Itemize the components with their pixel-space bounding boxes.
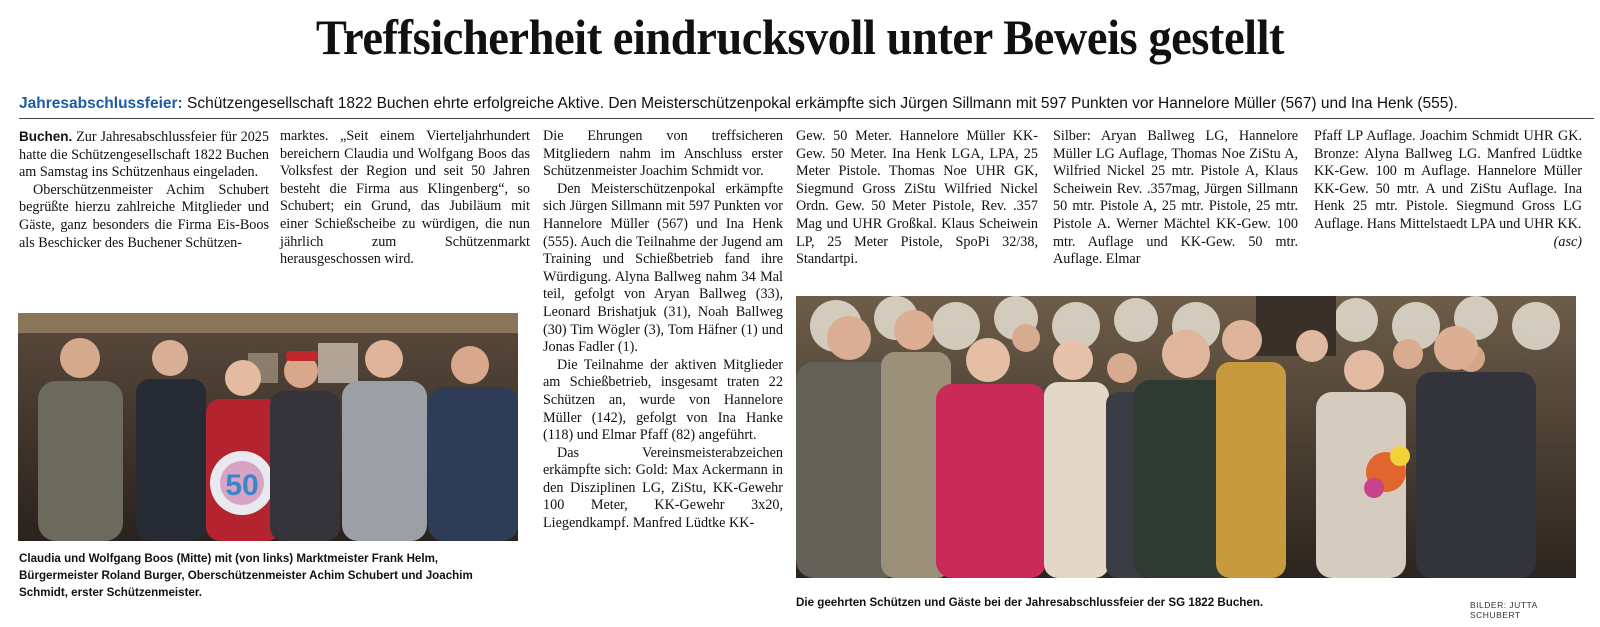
- body-paragraph: Gew. 50 Meter. Hannelore Müller KK-Gew. 50 Meter. Ina Henk LGA, LPA, 25 Meter Pistole. Thomas Noe UHR GK, Siegmund Gross ZiStu Wilfried Nickel Ordn. Gew. 50 Meter Pistole, Rev. .357 Mag und UHR Großkal. Klaus Scheiwein LP, 25 Meter Pistole, SpoPi 32/38, Standartpi.: [796, 128, 1038, 268]
- subheadline: [19, 93, 1594, 115]
- column-4: [796, 128, 1038, 269]
- body-paragraph: Oberschützenmeister Achim Schubert begrüßte hierzu zahlreiche Mitglieder und Gäste, ganz besonders die Firma Eis-Boos als Beschicker des Buchener Schützen-: [19, 181, 269, 251]
- author-signature: (asc): [1553, 233, 1582, 250]
- kicker: Jahresabschlussfeier:: [19, 95, 183, 112]
- body-paragraph: marktes. „Seit einem Vierteljahrhundert bereichern Claudia und Wolfgang Boos das Volksfest der Region und seit 50 Jahren besteht die Firma aus Klingenberg“, so Schubert; ein Grund, das Jubiläum mit einer Schießscheibe zu würdigen, die nun jährlich zum Schützenmarkt herausgeschossen wird.: [280, 128, 530, 268]
- photo-right: [796, 296, 1576, 578]
- body-paragraph: Den Meisterschützenpokal erkämpfte sich Jürgen Sillmann mit 597 Punkten vor Hannelore Müller (567) und Ina Henk (555). Auch die Teilnahme der Jugend am Training und Schießbetrieb fand ihre Würdigung. Alyna Ballweg nahm 34 Mal teil, gefolgt von Aryan Ballweg (33), Leonard Brishatjuk (31), Noah Ballweg (30) Tim Wögler (3), Tom Häfner (1) und Jonas Fadler (1).: [543, 180, 783, 356]
- photo-right-caption: Die geehrten Schützen und Gäste bei der Jahresabschlussfeier der SG 1822 Buchen.: [796, 596, 1264, 609]
- photo-left-caption: Claudia und Wolfgang Boos (Mitte) mit (von links) Marktmeister Frank Helm, Bürgermeister Roland Burger, Oberschützenmeister Achim Schubert und Joachim Schmidt, erster Schützenmeister.: [19, 552, 473, 599]
- target-number: 50: [225, 469, 259, 502]
- column-3: [543, 128, 783, 533]
- body-paragraph: Die Ehrungen von treffsicheren Mitgliedern nahm im Anschluss erster Schützenmeister Joachim Schmidt vor.: [543, 128, 783, 180]
- column-1: [19, 128, 269, 252]
- divider: [19, 118, 1594, 119]
- body-paragraph: Silber: Aryan Ballweg LG, Hannelore Müller LG Auflage, Thomas Noe ZiStu A, Wilfried Nickel 25 mtr. Pistole A, Klaus Scheiwein Rev. .357mag, Jürgen Sillmann 50 mtr. Pistole A, 25 mtr. Pistole, 25 mtr. Pistole A. Werner Mächtel KK-Gew. 100 mtr. Auflage und KK-Gew. 50 mtr. Auflage. Elmar: [1053, 128, 1298, 268]
- subheadline-text: Schützengesellschaft 1822 Buchen ehrte erfolgreiche Aktive. Den Meisterschützenpokal erkämpfte sich Jürgen Sillmann mit 597 Punkten vor Hannelore Müller (567) und Ina Henk (555).: [182, 95, 1458, 112]
- location-dateline: Buchen.: [19, 129, 73, 144]
- photo-credit: BILDER: JUTTA SCHUBERT: [1470, 600, 1538, 620]
- photo-right-image: [796, 296, 1576, 578]
- photo-left: [18, 313, 518, 541]
- column-5: [1053, 128, 1298, 269]
- column-6: [1314, 128, 1582, 251]
- photo-left-image: [18, 313, 518, 541]
- body-paragraph: Zur Jahresabschlussfeier für 2025 hatte die Schützengesellschaft 1822 Buchen am Samstag ins Schützenhaus eingeladen.: [19, 129, 269, 181]
- body-paragraph: Pfaff LP Auflage. Joachim Schmidt UHR GK. Bronze: Alyna Ballweg LG. Manfred Lüdtke KK-Gew. 100 m Auflage. Hannelore Müller KK-Gew. 50 mtr. A und ZiStu Auflage. Ina Henk 25 mtr. Pistole. Siegmund Gross LG Auflage. Hans Mittelstaedt LPA und UHR KK.: [1314, 128, 1582, 232]
- column-2: [280, 128, 530, 269]
- headline: Treffsicherheit eindrucksvoll unter Beweis gestellt: [315, 9, 1285, 65]
- body-paragraph: Die Teilnahme der aktiven Mitglieder am Schießbetrieb, insgesamt traten 22 Schützen an, wurde von Hannelore Müller (142), gefolgt von Ina Hanke (118) und Elmar Pfaff (82) angeführt.: [543, 356, 783, 444]
- body-paragraph: Das Vereinsmeisterabzeichen erkämpfte sich: Gold: Max Ackermann in den Disziplinen LG, ZiStu, KK-Gewehr 100 Meter, KK-Gewehr 3x20, Liegendkampf. Manfred Lüdtke KK-: [543, 444, 783, 532]
